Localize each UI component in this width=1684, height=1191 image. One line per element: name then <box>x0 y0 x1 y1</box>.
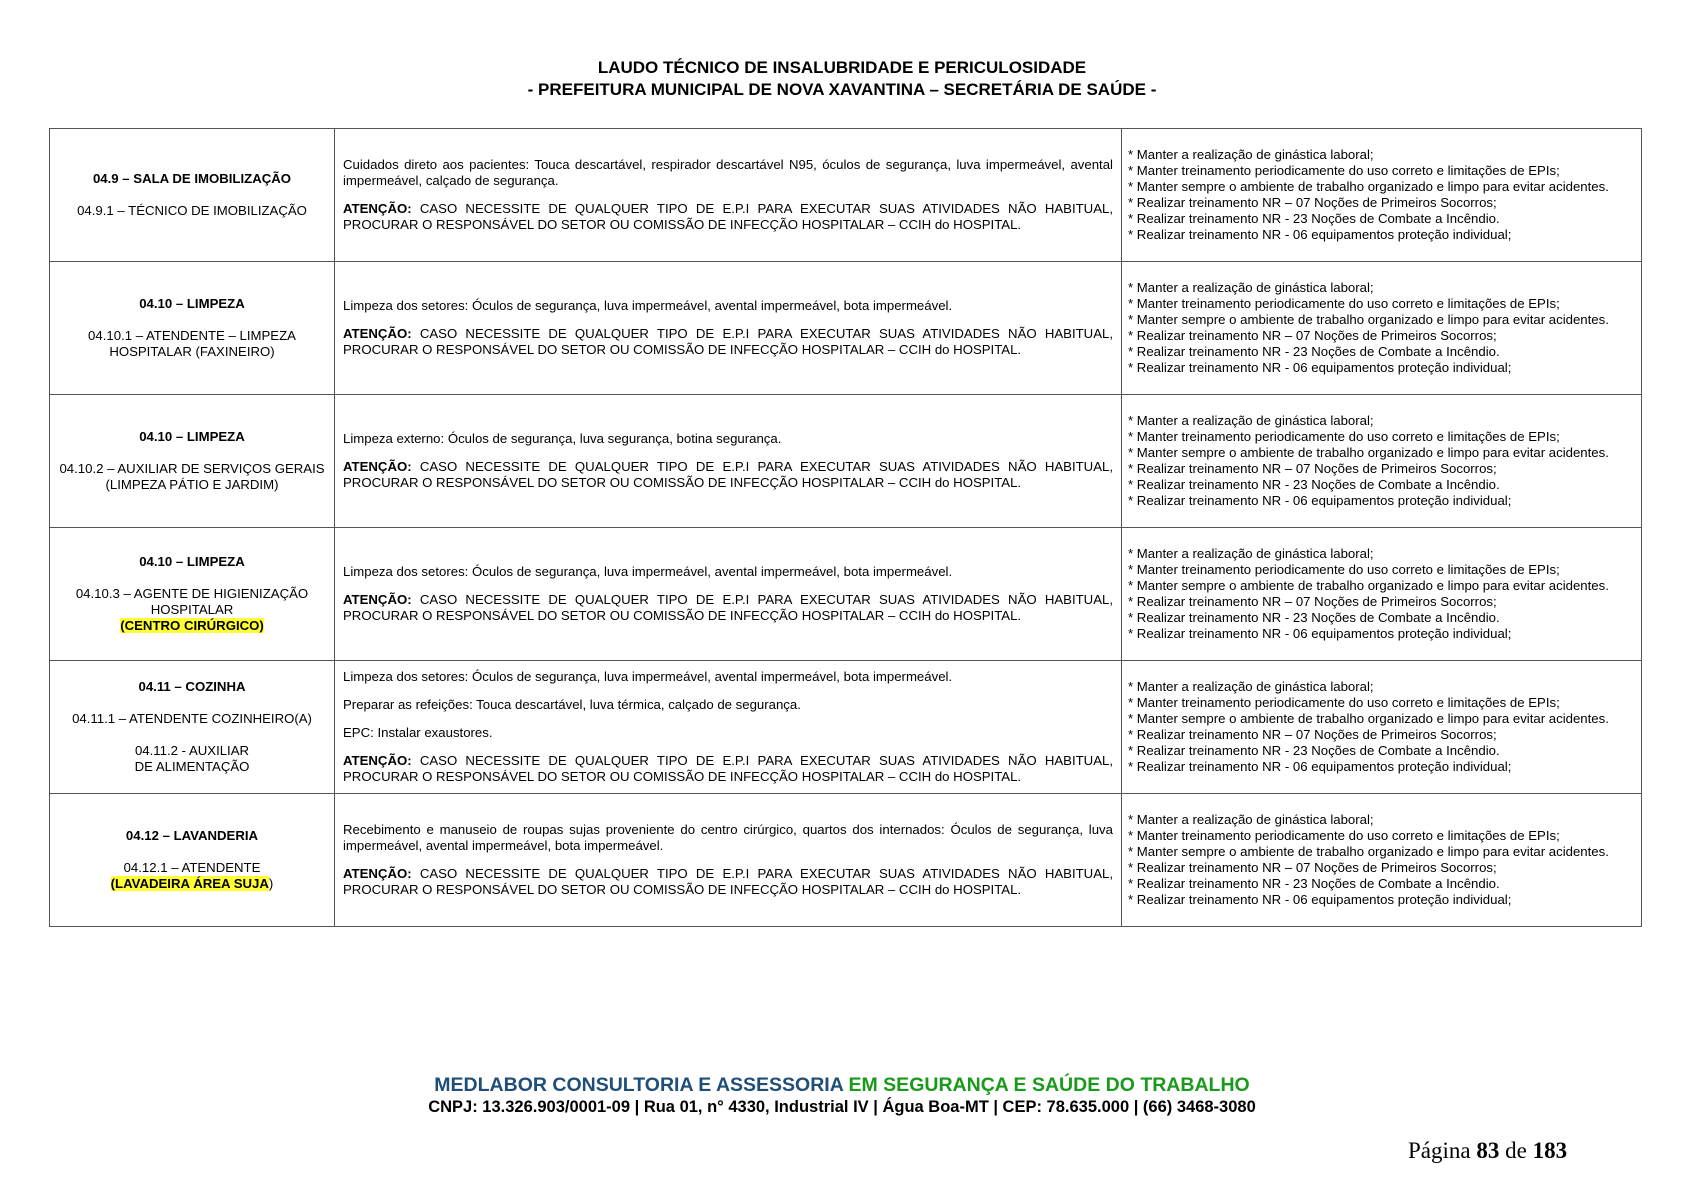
recommendations-cell <box>1122 794 1642 927</box>
recommendation-item: * Manter a realização de ginástica laboral; <box>1128 413 1374 428</box>
footer-address: CNPJ: 13.326.903/0001-09 | Rua 01, n° 4330, Industrial IV | Água Boa-MT | CEP: 78.635.000 | (66) 3468-3080 <box>428 1098 1256 1116</box>
recommendation-item: * Realizar treinamento NR – 07 Noções de Primeiros Socorros; <box>1128 328 1497 343</box>
recommendation-item: * Realizar treinamento NR - 06 equipamentos proteção individual; <box>1128 759 1512 774</box>
recommendation-item: * Manter treinamento periodicamente do uso correto e limitações de EPIs; <box>1128 296 1560 311</box>
epi-text: Limpeza dos setores: Óculos de segurança, luva impermeável, avental impermeável, bota impermeável. <box>343 298 953 313</box>
attention-text: CASO NECESSITE DE QUALQUER TIPO DE E.P.I PARA EXECUTAR SUAS ATIVIDADES NÃO HABITUAL, PROCURAR O RESPONSÁVEL DO SETOR OU COMISSÃO DE INFECÇÃO HOSPITALAR – CCIH do HOSPITAL. <box>343 866 1113 897</box>
epi-text: Limpeza externo: Óculos de segurança, luva segurança, botina segurança. <box>343 431 782 446</box>
epi-cell <box>335 262 1122 395</box>
recommendation-item: * Manter a realização de ginástica laboral; <box>1128 546 1374 561</box>
attention-note <box>343 201 1113 233</box>
recommendations-cell <box>1122 395 1642 528</box>
sector-title: 04.10 – LIMPEZA <box>139 429 245 444</box>
recommendation-item: * Realizar treinamento NR – 07 Noções de Primeiros Socorros; <box>1128 594 1497 609</box>
attention-label: ATENÇÃO: <box>343 459 412 474</box>
attention-label: ATENÇÃO: <box>343 326 412 341</box>
attention-label: ATENÇÃO: <box>343 753 412 768</box>
job-title <box>58 743 326 775</box>
epi-table <box>49 128 1642 927</box>
recommendation-item: * Manter a realização de ginástica laboral; <box>1128 147 1374 162</box>
epc-text: EPC: Instalar exaustores. <box>343 725 493 740</box>
recommendation-item: * Realizar treinamento NR - 06 equipamentos proteção individual; <box>1128 227 1512 242</box>
document-header <box>0 57 1684 101</box>
epi-cell <box>335 794 1122 927</box>
sector-cell <box>50 129 335 262</box>
recommendation-item: * Realizar treinamento NR - 23 Noções de Combate a Incêndio. <box>1128 344 1500 359</box>
job-title-line: (LIMPEZA PÁTIO E JARDIM) <box>105 477 279 492</box>
recommendation-item: * Realizar treinamento NR - 23 Noções de Combate a Incêndio. <box>1128 876 1500 891</box>
recommendations-cell <box>1122 129 1642 262</box>
recommendation-item: * Realizar treinamento NR - 23 Noções de Combate a Incêndio. <box>1128 477 1500 492</box>
attention-text: CASO NECESSITE DE QUALQUER TIPO DE E.P.I PARA EXECUTAR SUAS ATIVIDADES NÃO HABITUAL, PROCURAR O RESPONSÁVEL DO SETOR OU COMISSÃO DE INFECÇÃO HOSPITALAR – CCIH do HOSPITAL. <box>343 753 1113 784</box>
recommendation-item: * Manter sempre o ambiente de trabalho organizado e limpo para evitar acidentes. <box>1128 578 1609 593</box>
table-row <box>50 528 1642 661</box>
recommendation-item: * Realizar treinamento NR - 06 equipamentos proteção individual; <box>1128 493 1512 508</box>
recommendation-item: * Realizar treinamento NR - 06 equipamentos proteção individual; <box>1128 626 1512 641</box>
epi-text: Cuidados direto aos pacientes: Touca descartável, respirador descartável N95, óculos de segurança, luva impermeável, avental impermeável, calçado de segurança. <box>343 157 1113 188</box>
recommendation-item: * Realizar treinamento NR - 23 Noções de Combate a Incêndio. <box>1128 211 1500 226</box>
recommendation-item: * Manter treinamento periodicamente do uso correto e limitações de EPIs; <box>1128 163 1560 178</box>
recommendations-cell <box>1122 661 1642 794</box>
job-title <box>58 586 326 634</box>
recommendation-item: * Realizar treinamento NR - 23 Noções de Combate a Incêndio. <box>1128 610 1500 625</box>
recommendation-item: * Manter treinamento periodicamente do uso correto e limitações de EPIs; <box>1128 695 1560 710</box>
table-row <box>50 129 1642 262</box>
job-title-line: 04.10.2 – AUXILIAR DE SERVIÇOS GERAIS <box>59 461 325 476</box>
recommendation-item: * Manter a realização de ginástica laboral; <box>1128 812 1374 827</box>
recommendation-item: * Manter sempre o ambiente de trabalho organizado e limpo para evitar acidentes. <box>1128 445 1609 460</box>
attention-note <box>343 459 1113 491</box>
attention-note <box>343 753 1113 785</box>
attention-label: ATENÇÃO: <box>343 592 412 607</box>
job-title <box>58 461 326 493</box>
job-title-line: DE ALIMENTAÇÃO <box>134 759 250 774</box>
recommendation-item: * Realizar treinamento NR - 06 equipamentos proteção individual; <box>1128 892 1512 907</box>
attention-text: CASO NECESSITE DE QUALQUER TIPO DE E.P.I PARA EXECUTAR SUAS ATIVIDADES NÃO HABITUAL, PROCURAR O RESPONSÁVEL DO SETOR OU COMISSÃO DE INFECÇÃO HOSPITALAR – CCIH do HOSPITAL. <box>343 326 1113 357</box>
page-total: 183 <box>1532 1138 1568 1163</box>
highlighted-text: (LAVADEIRA ÁREA SUJA <box>110 876 269 891</box>
table-row <box>50 794 1642 927</box>
sector-cell <box>50 528 335 661</box>
recommendation-item: * Manter treinamento periodicamente do uso correto e limitações de EPIs; <box>1128 828 1560 843</box>
page-middle: de <box>1499 1138 1533 1163</box>
sector-title: 04.9 – SALA DE IMOBILIZAÇÃO <box>92 171 292 186</box>
company-tagline: EM SEGURANÇA E SAÚDE DO TRABALHO <box>843 1074 1250 1096</box>
recommendation-item: * Realizar treinamento NR - 06 equipamentos proteção individual; <box>1128 360 1512 375</box>
sector-title: 04.10 – LIMPEZA <box>139 554 245 569</box>
company-name: MEDLABOR CONSULTORIA E ASSESSORIA <box>434 1074 844 1096</box>
highlighted-text: (CENTRO CIRÚRGICO) <box>120 618 264 633</box>
attention-note <box>343 866 1113 898</box>
attention-note <box>343 326 1113 358</box>
sector-cell <box>50 262 335 395</box>
sector-cell <box>50 661 335 794</box>
recommendation-item: * Realizar treinamento NR – 07 Noções de Primeiros Socorros; <box>1128 727 1497 742</box>
attention-label: ATENÇÃO: <box>343 866 412 881</box>
table-row <box>50 395 1642 528</box>
attention-text: CASO NECESSITE DE QUALQUER TIPO DE E.P.I PARA EXECUTAR SUAS ATIVIDADES NÃO HABITUAL, PROCURAR O RESPONSÁVEL DO SETOR OU COMISSÃO DE INFECÇÃO HOSPITALAR – CCIH do HOSPITAL. <box>343 201 1113 232</box>
closing-paren: ) <box>268 876 274 891</box>
epi-cell <box>335 661 1122 794</box>
job-title <box>58 860 326 892</box>
attention-text: CASO NECESSITE DE QUALQUER TIPO DE E.P.I PARA EXECUTAR SUAS ATIVIDADES NÃO HABITUAL, PROCURAR O RESPONSÁVEL DO SETOR OU COMISSÃO DE INFECÇÃO HOSPITALAR – CCIH do HOSPITAL. <box>343 459 1113 490</box>
recommendation-item: * Realizar treinamento NR – 07 Noções de Primeiros Socorros; <box>1128 195 1497 210</box>
recommendation-item: * Manter sempre o ambiente de trabalho organizado e limpo para evitar acidentes. <box>1128 711 1609 726</box>
epi-text: Recebimento e manuseio de roupas sujas proveniente do centro cirúrgico, quartos dos internados: Óculos de segurança, luva impermeável, avental impermeável, bota impermeável. <box>343 822 1113 853</box>
job-title-line: 04.11.2 - AUXILIAR <box>134 743 250 758</box>
recommendation-item: * Manter treinamento periodicamente do uso correto e limitações de EPIs; <box>1128 562 1560 577</box>
recommendation-item: * Realizar treinamento NR - 23 Noções de Combate a Incêndio. <box>1128 743 1500 758</box>
table-row <box>50 262 1642 395</box>
job-title-line: 04.10.3 – AGENTE DE HIGIENIZAÇÃO HOSPITALAR <box>75 586 309 617</box>
recommendation-item: * Manter treinamento periodicamente do uso correto e limitações de EPIs; <box>1128 429 1560 444</box>
job-title: 04.11.1 – ATENDENTE COZINHEIRO(A) <box>72 711 312 726</box>
recommendation-item: * Manter sempre o ambiente de trabalho organizado e limpo para evitar acidentes. <box>1128 312 1609 327</box>
sector-cell <box>50 794 335 927</box>
job-title-line: 04.12.1 – ATENDENTE <box>123 860 261 875</box>
recommendations-cell <box>1122 528 1642 661</box>
sector-title: 04.12 – LAVANDERIA <box>125 828 259 843</box>
sector-cell <box>50 395 335 528</box>
page-number <box>1408 1138 1648 1164</box>
recommendation-item: * Manter sempre o ambiente de trabalho organizado e limpo para evitar acidentes. <box>1128 179 1609 194</box>
epi-cell <box>335 395 1122 528</box>
recommendation-item: * Manter a realização de ginástica laboral; <box>1128 679 1374 694</box>
page-prefix: Página <box>1408 1138 1477 1163</box>
attention-text: CASO NECESSITE DE QUALQUER TIPO DE E.P.I PARA EXECUTAR SUAS ATIVIDADES NÃO HABITUAL, PROCURAR O RESPONSÁVEL DO SETOR OU COMISSÃO DE INFECÇÃO HOSPITALAR – CCIH do HOSPITAL. <box>343 592 1113 623</box>
attention-label: ATENÇÃO: <box>343 201 412 216</box>
recommendation-item: * Manter a realização de ginástica laboral; <box>1128 280 1374 295</box>
epi-text: Limpeza dos setores: Óculos de segurança, luva impermeável, avental impermeável, bota impermeável. <box>343 564 953 579</box>
recommendation-item: * Realizar treinamento NR – 07 Noções de Primeiros Socorros; <box>1128 860 1497 875</box>
job-title: 04.9.1 – TÉCNICO DE IMOBILIZAÇÃO <box>77 203 307 218</box>
sector-title: 04.10 – LIMPEZA <box>139 296 245 311</box>
header-title: LAUDO TÉCNICO DE INSALUBRIDADE E PERICULOSIDADE <box>597 58 1087 77</box>
page-current: 83 <box>1476 1138 1500 1163</box>
epi-cell <box>335 528 1122 661</box>
epi-cell <box>335 129 1122 262</box>
recommendation-item: * Realizar treinamento NR – 07 Noções de Primeiros Socorros; <box>1128 461 1497 476</box>
attention-note <box>343 592 1113 624</box>
recommendations-cell <box>1122 262 1642 395</box>
footer-company <box>0 1074 1684 1097</box>
header-subtitle: - PREFEITURA MUNICIPAL DE NOVA XAVANTINA – SECRETÁRIA DE SAÚDE - <box>527 80 1157 99</box>
job-title: 04.10.1 – ATENDENTE – LIMPEZA HOSPITALAR (FAXINEIRO) <box>88 328 296 359</box>
table-row <box>50 661 1642 794</box>
epi-text: Limpeza dos setores: Óculos de segurança, luva impermeável, avental impermeável, bota impermeável. <box>343 669 953 684</box>
sector-title: 04.11 – COZINHA <box>138 679 246 694</box>
epi-text: Preparar as refeições: Touca descartável, luva térmica, calçado de segurança. <box>343 697 801 712</box>
recommendation-item: * Manter sempre o ambiente de trabalho organizado e limpo para evitar acidentes. <box>1128 844 1609 859</box>
